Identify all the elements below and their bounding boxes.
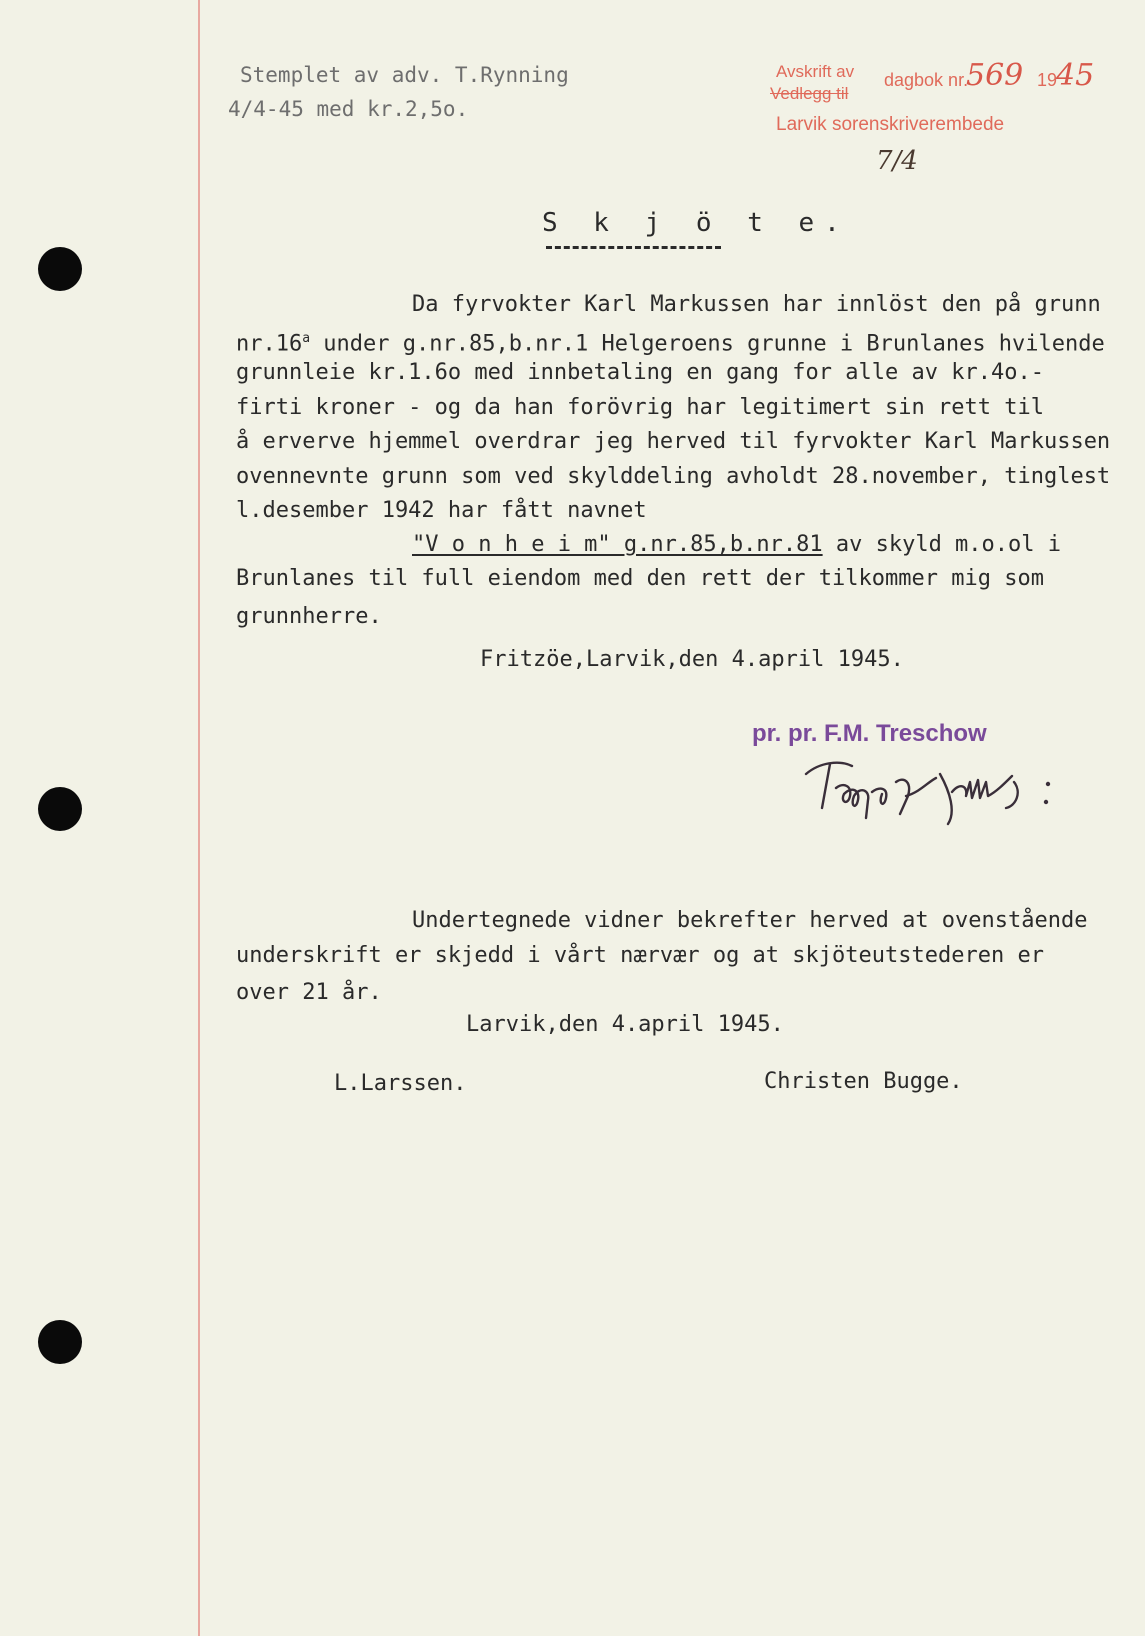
stamp-year-printed: 19 (1037, 70, 1058, 90)
body-line-3: grunnleie kr.1.6o med innbetaling en gang for alle av kr.4o.- (236, 360, 1044, 385)
body-line-2-start: nr.16 (236, 331, 303, 357)
margin-rule (198, 0, 200, 1636)
stamp-avskrift: Avskrift av (776, 62, 855, 81)
witness-line-3: over 21 år. (236, 980, 382, 1005)
body-line-10: grunnherre. (236, 604, 382, 629)
body-line-2 (236, 326, 1105, 357)
body-line-4: firti kroner - og da han forövrig har legitimert sin rett til (236, 395, 1044, 420)
witness-name-left: L.Larssen. (334, 1071, 467, 1096)
handwritten-signature (800, 752, 1100, 822)
stamp-year-written: 45 (1056, 58, 1095, 93)
signature-stamp: pr. pr. F.M. Treschow (752, 720, 987, 747)
document-title: S k j ö t e. (542, 208, 850, 238)
property-name: "V o n h e i m" g.nr.85,b.nr.81 (412, 532, 823, 557)
body-line-7: l.desember 1942 har fått navnet (236, 498, 647, 523)
body-line-8-rest: av skyld m.o.ol i (822, 532, 1062, 557)
witness-place-date: Larvik,den 4.april 1945. (466, 1012, 784, 1037)
punch-hole-bottom (38, 1320, 82, 1364)
witness-name-right: Christen Bugge. (764, 1069, 963, 1094)
body-line-2-superscript: a (302, 331, 311, 346)
header-note-line1: Stemplet av adv. T.Rynning (240, 63, 569, 87)
stamp-note: 7/4 (876, 146, 918, 176)
stamp-office: Larvik sorenskriverembede (776, 114, 1005, 135)
body-line-1: Da fyrvokter Karl Markussen har innlöst den på grunn (412, 292, 1101, 317)
body-line-5: å erverve hjemmel overdrar jeg herved til fyrvokter Karl Markussen (236, 429, 1111, 454)
punch-hole-middle (38, 787, 82, 831)
stamp-dagbok-number: 569 (966, 58, 1024, 93)
witness-line-1: Undertegnede vidner bekrefter herved at ovenstående (412, 908, 1088, 933)
body-line-6: ovennevnte grunn som ved skylddeling avholdt 28.november, tinglest (236, 464, 1111, 489)
punch-hole-top (38, 247, 82, 291)
stamp-dagbok-label: dagbok nr. (884, 70, 969, 90)
body-line-2-end: under g.nr.85,b.nr.1 Helgeroens grunne i Brunlanes hvilende (310, 331, 1105, 357)
header-note-line2: 4/4-45 med kr.2,5o. (228, 97, 469, 121)
witness-line-2: underskrift er skjedd i vårt nærvær og at skjöteutstederen er (236, 943, 1044, 968)
place-date: Fritzöe,Larvik,den 4.april 1945. (480, 647, 904, 672)
title-underline (546, 246, 721, 249)
body-line-8 (412, 532, 1061, 558)
body-line-9: Brunlanes til full eiendom med den rett der tilkommer mig som (236, 566, 1044, 591)
stamp-vedlegg: Vedlegg til (770, 84, 849, 103)
